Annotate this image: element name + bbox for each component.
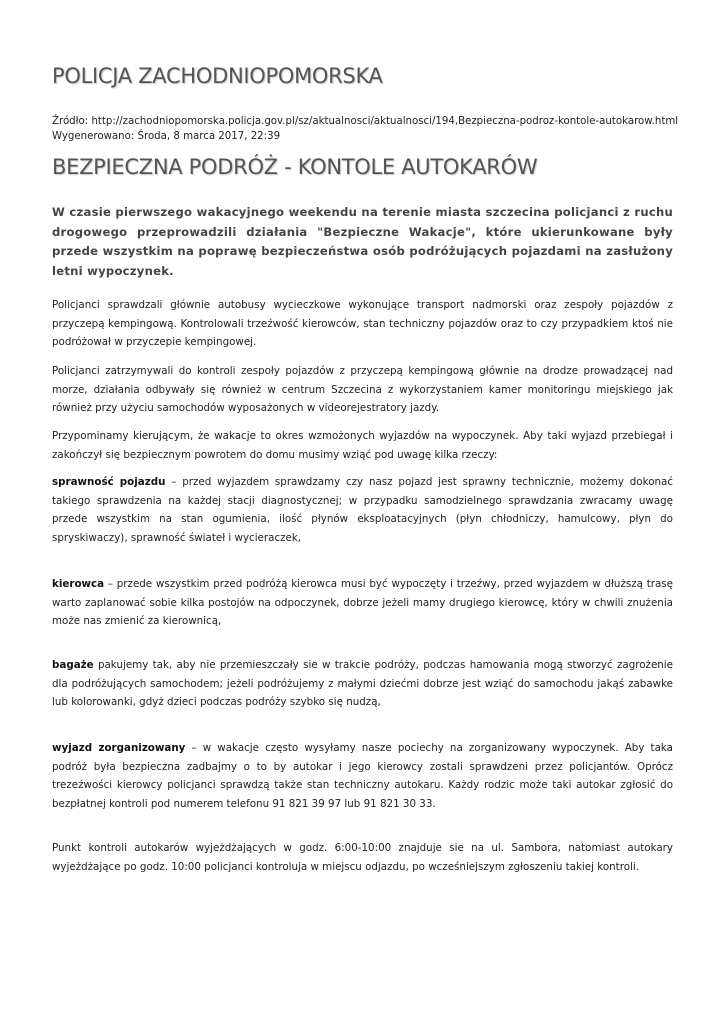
tip-driver <box>52 575 673 631</box>
site-title: POLICJA ZACHODNIOPOMORSKA <box>52 64 383 88</box>
tip-term: bagaże <box>52 659 94 671</box>
paragraph-inspections: Policjanci sprawdzali głównie autobusy wycieczkowe wykonujące transport nadmorski oraz zespoły pojazdów z przyczepą kempingową. Kontrolowali trzeźwość kierowców, stan techniczny pojazdów oraz to czy przypadkiem ktoś nie podróżował w przyczepie kempingowej. <box>52 299 673 348</box>
tip-vehicle <box>52 473 673 547</box>
generated-line: Wygenerowano: Środa, 8 marca 2017, 22:39 <box>52 131 281 142</box>
paragraph-checkpoint: Punkt kontroli autokarów wyjeżdżających w godz. 6:00-10:00 znajduje sie na ul. Sambora, natomiast autokary wyjeżdżające po godz. 10:00 policjanci kontroluja w miejscu odjazdu, po wcześniejszym zgłoszeniu takiej kontroli. <box>52 842 673 873</box>
tip-text: – w wakacje często wysyłamy nasze pociechy na zorganizowany wypoczynek. Aby taka podróż była bezpieczna zadbajmy o to by autokar i jego kierowcy zostali sprawdzeni przez policjantów. Oprócz trezeźwości kierowcy policjanci sprawdzą także stan techniczny autokaru. Każdy rodzic może taki autokar zgłosić do bezpłatnej kontroli pod numerem telefonu 91 821 39 97 lub 91 821 30 33. <box>52 742 673 810</box>
tip-organized-trip <box>52 739 673 813</box>
paragraph-checks: Policjanci zatrzymywali do kontroli zespoły pojazdów z przyczepą kempingową głównie na drodze prowadzącej nad morze, działania odbywały się również w centrum Szczecina z wykorzystaniem kamer monitoringu miejskiego jak również przy użyciu samochodów wyposażonych w videorejestratory jazdy. <box>52 365 673 414</box>
source-line: Źródło: http://zachodniopomorska.policja.gov.pl/sz/aktualnosci/aktualnosci/194,Bezpieczna-podroz-kontole-autokarow.html <box>52 116 679 127</box>
paragraph-reminder: Przypominamy kierującym, że wakacje to okres wzmożonych wyjazdów na wypoczynek. Aby taki wyjazd przebiegał i zakończył się bezpiecznym powrotem do domu musimy wziąć pod uwagę kilka rzeczy: <box>52 430 673 461</box>
article-lead: W czasie pierwszego wakacyjnego weekendu na terenie miasta szczecina policjanci z ruchu drogowego przeprowadzili działania "Bezpieczne Wakacje", które ukierunkowane były przede wszystkim na poprawę bezpieczeństwa osób podróżujących pojazdami na zasłużony letni wypoczynek. <box>52 205 673 278</box>
document-meta <box>52 114 678 144</box>
tip-text: – przede wszystkim przed podróżą kierowca musi być wypoczęty i trzeźwy, przed wyjazdem w dłuższą trasę warto zaplanować sobie kilka postojów na odpoczynek, dobrze jeżeli mamy drugiego kierowcę, który w chwili znużenia może nas zmienić za kierownicą, <box>52 578 673 627</box>
tip-luggage <box>52 656 673 712</box>
tip-term: kierowca <box>52 578 105 590</box>
article-title: BEZPIECZNA PODRÓŻ - KONTOLE AUTOKARÓW <box>52 155 538 179</box>
tip-text: pakujemy tak, aby nie przemieszczały sie w trakcie podróży, podczas hamowania mogą stworzyć zagrożenie dla podróżujących samochodem; jeżeli podróżujemy z małymi dziećmi dobrze jest wziąć do samochodu jakąś zabawke lub kolorowanki, gdyż dzieci podczas podróży szybko się nudzą, <box>52 659 673 708</box>
tip-text: – przed wyjazdem sprawdzamy czy nasz pojazd jest sprawny technicznie, możemy dokonać takiego sprawdzenia na każdej stacji diagnostycznej; w przypadku samodzielnego sprawdzania zwracamy uwagę przede wszystkim na stan ogumienia, ilość płynów eksploatacyjnych (płyn chłodniczy, hamulcowy, płyn do spryskiwaczy), sprawność świateł i wycieraczek, <box>52 476 673 544</box>
tip-term: wyjazd zorganizowany <box>52 742 186 754</box>
tip-term: sprawność pojazdu <box>52 476 166 488</box>
